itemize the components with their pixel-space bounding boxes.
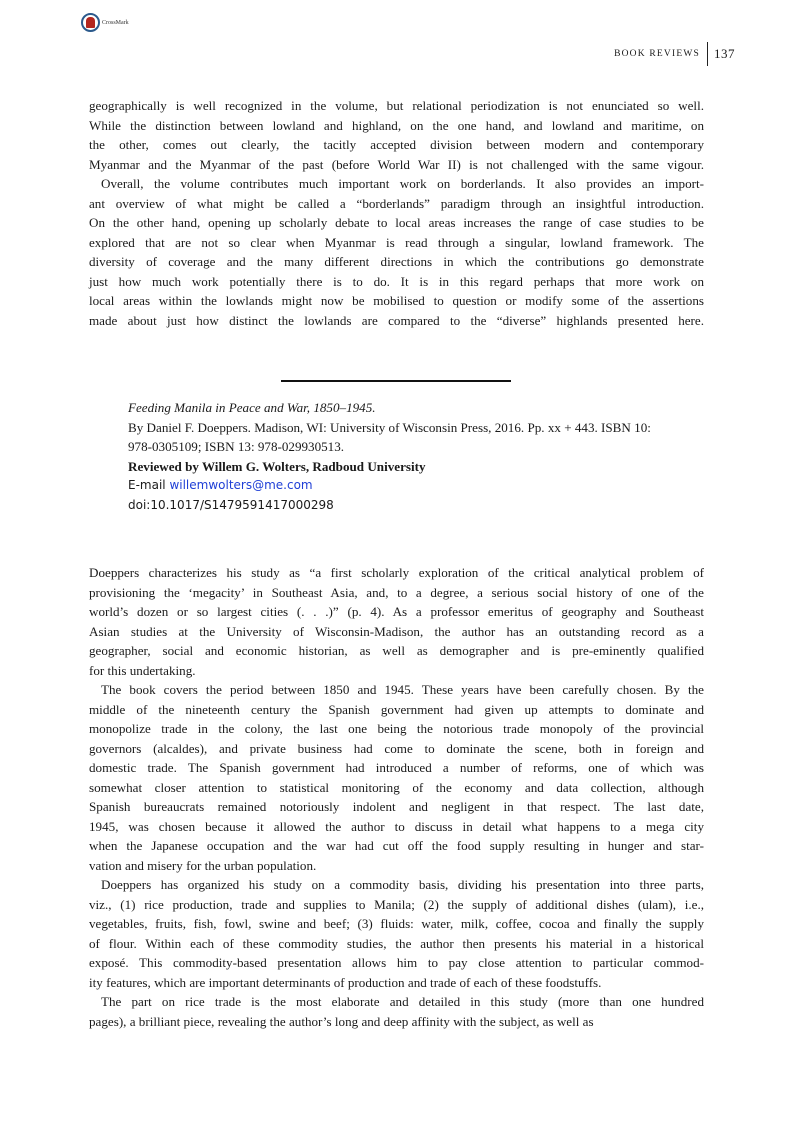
text-line: geographer, social and economic historian, as well as demographer and is pre-eminently qualified [89, 643, 704, 658]
text-line: diversity of coverage and the many different directions in which the contributions go demonstrate [89, 254, 704, 269]
previous-review-text [89, 96, 704, 330]
text-line: for this undertaking. [89, 662, 196, 678]
text-line: made about just how distinct the lowlands are compared to the “diverse” highlands presented here. [89, 312, 704, 328]
paragraph [89, 563, 704, 680]
text-line: Spanish bureaucrats remained notoriously indolent and negligent in that respect. The last date, [89, 799, 704, 814]
text-line: middle of the nineteenth century the Spanish government had given up attempts to dominate and [89, 701, 704, 717]
text-line: exposé. This commodity-based presentation allows him to pay close attention to particular commod- [89, 955, 704, 970]
paragraph [89, 174, 704, 330]
text-line: On the other hand, opening up scholarly debate to local areas increases the range of case studies to be [89, 215, 704, 230]
text-line: local areas within the lowlands might now be mobilised to question or modify some of the assertions [89, 293, 704, 308]
text-line: Overall, the volume contributes much important work on borderlands. It also provides an import- [101, 176, 704, 191]
text-line: The part on rice trade is the most elaborate and detailed in this study (more than one hundred [101, 994, 704, 1009]
email-link[interactable]: willemwolters@me.com [169, 478, 313, 493]
book-title: Feeding Manila in Peace and War, 1850–1945. [128, 400, 376, 415]
paragraph [89, 875, 704, 992]
running-title: BOOK REVIEWS [614, 49, 700, 59]
text-line: ity features, which are important determinants of production and trade of each of these foodstuffs. [89, 974, 602, 990]
section-divider [281, 380, 511, 382]
text-line: geographically is well recognized in the volume, but relational periodization is not enunciated so well. [89, 98, 704, 113]
text-line: somewhat closer attention to statistical monitoring of the economy and data collection, although [89, 779, 704, 795]
text-line: Asian studies at the University of Wisconsin-Madison, the author has an outstanding record as a [89, 623, 704, 639]
text-line: The book covers the period between 1850 and 1945. These years have been carefully chosen. By the [101, 682, 704, 697]
text-line: monopolize trade in the colony, the last one being the notorious trade monopoly of the provincial [89, 721, 704, 736]
text-line: of flour. Within each of these commodity studies, the author then presents his material in a historical [89, 935, 704, 951]
text-line: Myanmar and the Myanmar of the past (before World War II) is not challenged with the same vigour. [89, 156, 704, 172]
text-line: viz., (1) rice production, trade and supplies to Manila; (2) the supply of additional dishes (ulam), i.e., [89, 896, 704, 912]
publication-info-isbn: 978-0305109; ISBN 13: 978-029930513. [128, 439, 345, 455]
text-line: world’s dozen or so largest cities (. . .)” (p. 4). As a professor emeritus of geography and Southeast [89, 604, 704, 619]
text-line: provisioning the ‘megacity’ in Southeast Asia, and, to a degree, a serious social history of one of the [89, 584, 704, 600]
crossmark-label: CrossMark [102, 19, 129, 26]
text-line: the other, comes out clearly, the tacitly accepted division between modern and contemporary [89, 137, 704, 152]
doi[interactable]: doi:10.1017/S1479591417000298 [128, 497, 334, 512]
publication-info: By Daniel F. Doeppers. Madison, WI: University of Wisconsin Press, 2016. Pp. xx + 443. ISBN 10: [128, 419, 651, 435]
text-line: Doeppers characterizes his study as “a first scholarly exploration of the critical analytical problem of [89, 565, 704, 580]
page-number: 137 [714, 46, 735, 61]
text-line: ant overview of what might be called a “borderlands” paradigm through an insightful introduction. [89, 195, 704, 211]
text-line: vegetables, fruits, fish, fowl, swine and beef; (3) fluids: water, milk, coffee, cocoa and finally the supply [89, 916, 704, 931]
text-line: While the distinction between lowland and highland, on the one hand, and lowland and maritime, on [89, 117, 704, 133]
crossmark-logo[interactable] [81, 13, 129, 32]
email-line [128, 476, 651, 496]
paragraph [89, 992, 704, 1031]
review-citation [128, 398, 651, 516]
text-line: 1945, was chosen because it allowed the author to discuss in detail what happens to a mega city [89, 818, 704, 834]
text-line: domestic trade. The Spanish government had introduced a number of reforms, one of which was [89, 760, 704, 775]
email-label: E-mail [128, 478, 166, 493]
reviewer: Reviewed by Willem G. Wolters, Radboud University [128, 458, 426, 474]
text-line: governors (alcaldes), and private business had come to dominate the scene, both in foreign and [89, 740, 704, 756]
text-line: pages), a brilliant piece, revealing the author’s long and deep affinity with the subject, as well as [89, 1013, 594, 1029]
paragraph [89, 96, 704, 174]
crossmark-icon [81, 13, 100, 32]
paragraph [89, 680, 704, 875]
running-head [614, 42, 735, 66]
review-body-text [89, 563, 704, 1031]
text-line: just how much work potentially there is to do. It is in this regard perhaps that more work on [89, 273, 704, 289]
text-line: when the Japanese occupation and the war had cut off the food supply resulting in hunger and star- [89, 838, 704, 853]
text-line: Doeppers has organized his study on a commodity basis, dividing his presentation into three parts, [101, 877, 704, 892]
text-line: explored that are not so clear when Myanmar is read through a singular, lowland framework. The [89, 234, 704, 250]
text-line: vation and misery for the urban population. [89, 857, 317, 873]
